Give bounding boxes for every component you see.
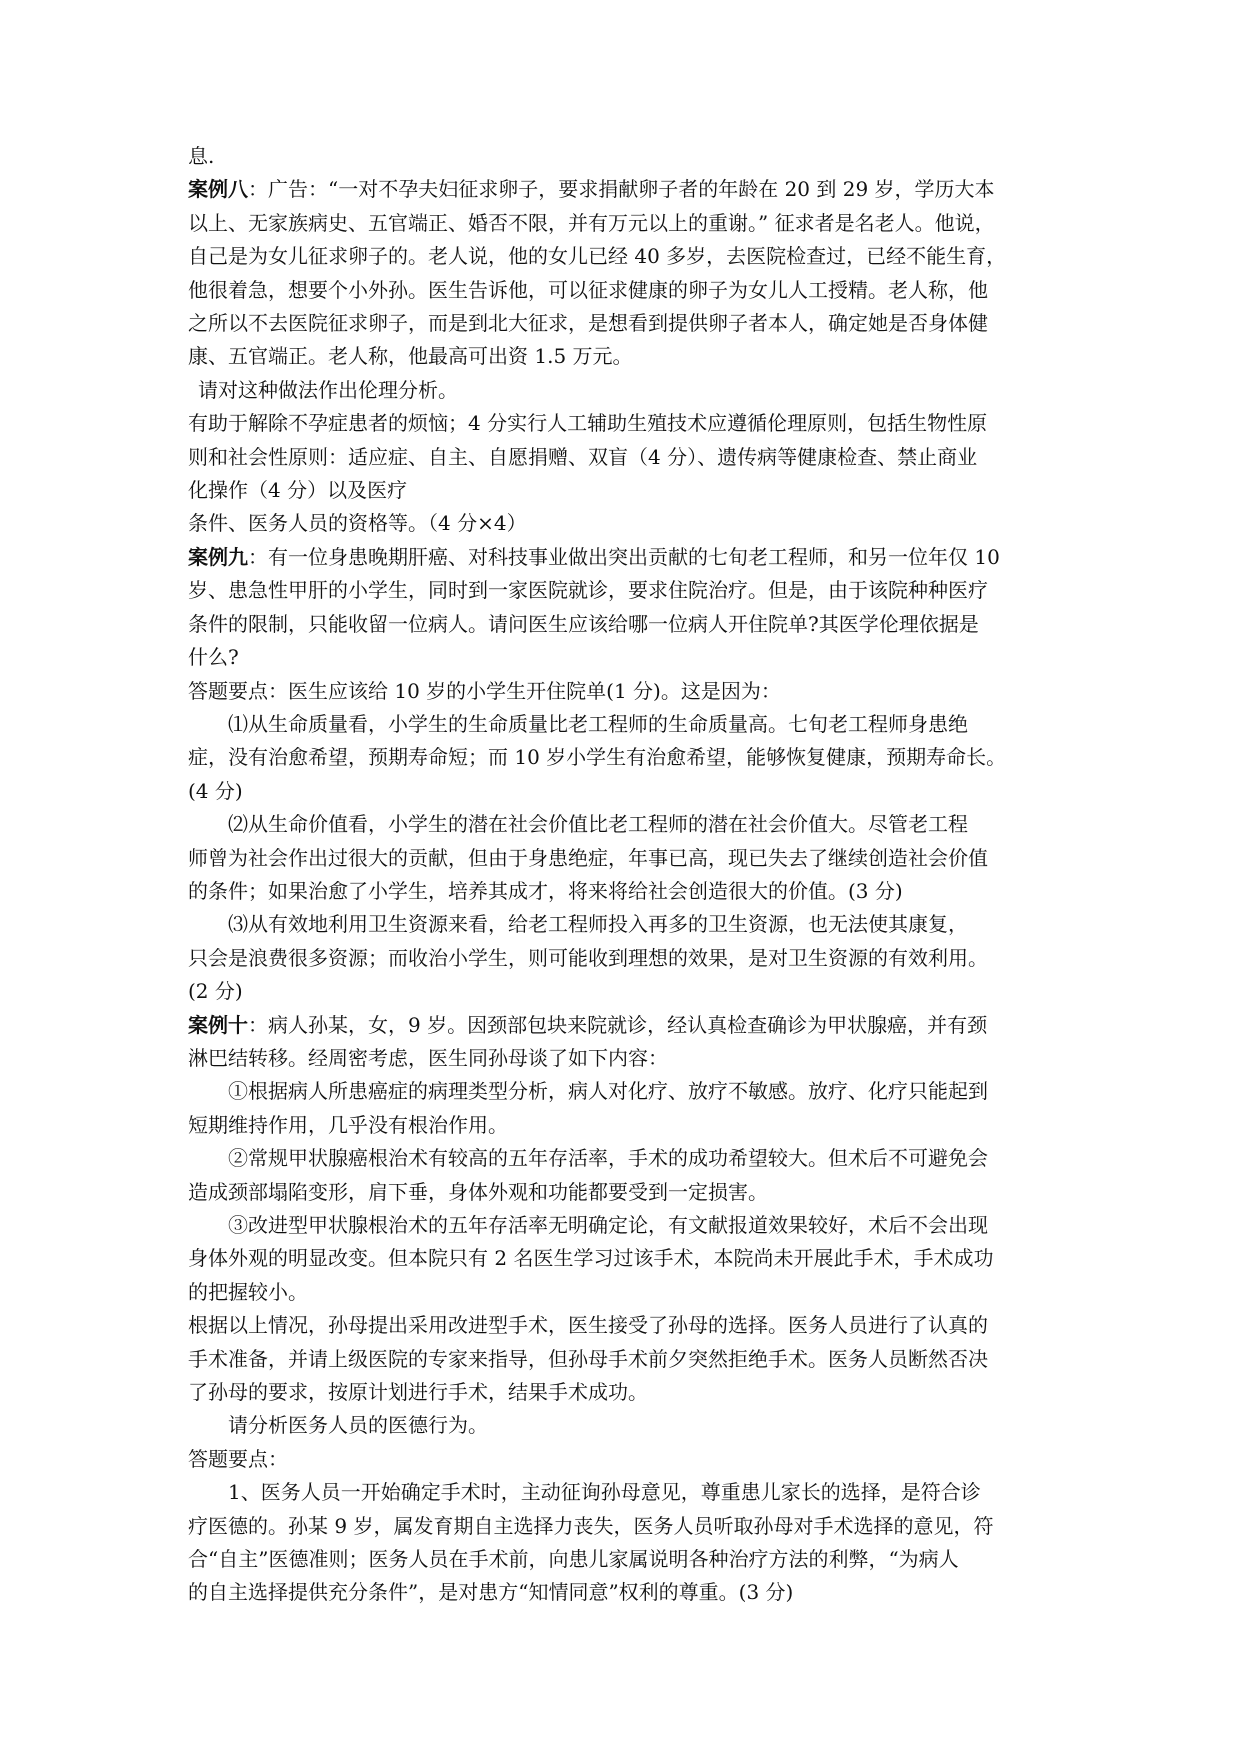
text-line — [188, 1209, 1068, 1242]
case-label: 案例十 — [188, 1012, 248, 1037]
line-text: 请对这种做法作出伦理分析。 — [198, 377, 458, 402]
line-text: 岁、患急性甲肝的小学生，同时到一家医院就诊，要求住院治疗。但是，由于该院种种医疗 — [188, 578, 988, 603]
text-line — [188, 407, 1068, 440]
line-text: 手术准备，并请上级医院的专家来指导，但孙母手术前夕突然拒绝手术。医务人员断然否决 — [188, 1346, 988, 1371]
line-text: ：病人孙某，女，9 岁。因颈部包块来院就诊，经认真检查确诊为甲状腺癌，并有颈 — [248, 1012, 988, 1037]
line-text: 身体外观的明显改变。但本院只有 2 名医生学习过该手术，本院尚未开展此手术，手术成功 — [188, 1246, 994, 1271]
text-line — [188, 1176, 1068, 1209]
text-line — [188, 741, 1068, 774]
line-text: ①根据病人所患癌症的病理类型分析，病人对化疗、放疗不敏感。放疗、化疗只能起到 — [228, 1079, 988, 1104]
text-line — [188, 274, 1068, 307]
line-text: 师曾为社会作出过很大的贡献，但由于身患绝症，年事已高，现已失去了继续创造社会价值 — [188, 845, 988, 870]
text-line — [188, 1042, 1068, 1075]
text-line — [188, 942, 1068, 975]
line-text: 则和社会性原则：适应症、自主、自愿捐赠、双盲（4 分）、遗传病等健康检查、禁止商业 — [188, 444, 978, 469]
line-text: 症，没有治愈希望，预期寿命短；而 10 岁小学生有治愈希望，能够恢复健康，预期寿命长。 — [188, 745, 1007, 770]
line-text: 1、医务人员一开始确定手术时，主动征询孙母意见，尊重患儿家长的选择，是符合诊 — [228, 1480, 981, 1505]
line-text: 的把握较小。 — [188, 1279, 308, 1304]
document-page — [188, 140, 1068, 1610]
line-text: 息. — [188, 144, 215, 168]
line-text: 合“自主”医德准则；医务人员在手术前，向患儿家属说明各种治疗方法的利弊，“为病人 — [188, 1547, 959, 1572]
text-line — [188, 1309, 1068, 1342]
line-text: ⑵从生命价值看，小学生的潜在社会价值比老工程师的潜在社会价值大。尽管老工程 — [228, 812, 968, 837]
text-line — [188, 608, 1068, 641]
text-line — [188, 1543, 1068, 1576]
line-text: 他很着急，想要个小外孙。医生告诉他，可以征求健康的卵子为女儿人工授精。老人称，他 — [188, 277, 988, 302]
text-line — [188, 1109, 1068, 1142]
line-text: 以上、无家族病史、五官端正、婚否不限，并有万元以上的重谢。” 征求者是名老人。他说， — [188, 210, 995, 235]
line-text: ⑴从生命质量看，小学生的生命质量比老工程师的生命质量高。七旬老工程师身患绝 — [228, 711, 968, 736]
text-line — [188, 207, 1068, 240]
line-text: 的自主选择提供充分条件”，是对患方“知情同意”权利的尊重。(3 分) — [188, 1580, 794, 1605]
line-text: 短期维持作用，几乎没有根治作用。 — [188, 1112, 508, 1137]
line-text: 了孙母的要求，按原计划进行手术，结果手术成功。 — [188, 1380, 648, 1405]
line-text: 根据以上情况，孙母提出采用改进型手术，医生接受了孙母的选择。医务人员进行了认真的 — [188, 1313, 988, 1338]
text-line — [188, 374, 1068, 407]
text-line — [188, 140, 1068, 173]
text-line — [188, 1276, 1068, 1309]
text-line — [188, 908, 1068, 941]
line-text: 答题要点：医生应该给 10 岁的小学生开住院单(1 分)。这是因为： — [188, 678, 781, 703]
text-line — [188, 1142, 1068, 1175]
line-text: 条件、医务人员的资格等。（4 分×4） — [188, 511, 527, 536]
line-text: (4 分) — [188, 778, 243, 803]
text-line — [188, 541, 1068, 574]
line-text: ②常规甲状腺癌根治术有较高的五年存活率，手术的成功希望较大。但术后不可避免会 — [228, 1146, 988, 1171]
text-line — [188, 307, 1068, 340]
text-line — [188, 708, 1068, 741]
text-line — [188, 842, 1068, 875]
text-line — [188, 1075, 1068, 1108]
text-line — [188, 1510, 1068, 1543]
line-text: ：广告：“一对不孕夫妇征求卵子，要求捐献卵子者的年龄在 20 到 29 岁，学历大本 — [248, 177, 995, 202]
text-line — [188, 474, 1068, 507]
text-line — [188, 240, 1068, 273]
text-line — [188, 775, 1068, 808]
text-line — [188, 173, 1068, 206]
text-line — [188, 1476, 1068, 1509]
text-line — [188, 574, 1068, 607]
line-text: 自己是为女儿征求卵子的。老人说，他的女儿已经 40 多岁，去医院检查过，已经不能生育， — [188, 244, 1007, 269]
line-text: 答题要点： — [188, 1446, 288, 1471]
line-text: 康、五官端正。老人称，他最高可出资 1.5 万元。 — [188, 344, 633, 369]
line-text: (2 分) — [188, 979, 243, 1004]
text-line — [188, 975, 1068, 1008]
line-text: 淋巴结转移。经周密考虑，医生同孙母谈了如下内容： — [188, 1045, 668, 1070]
text-line — [188, 441, 1068, 474]
text-line — [188, 1009, 1068, 1042]
text-line — [188, 641, 1068, 674]
line-text: 造成颈部塌陷变形，肩下垂，身体外观和功能都要受到一定损害。 — [188, 1179, 768, 1204]
text-line — [188, 1409, 1068, 1442]
line-text: 请分析医务人员的医德行为。 — [228, 1413, 488, 1438]
line-text: 有助于解除不孕症患者的烦恼；4 分实行人工辅助生殖技术应遵循伦理原则，包括生物性原 — [188, 411, 988, 436]
line-text: ：有一位身患晚期肝癌、对科技事业做出突出贡献的七旬老工程师，和另一位年仅 10 — [248, 544, 1000, 569]
text-line — [188, 1343, 1068, 1376]
case-label: 案例八 — [188, 177, 248, 202]
line-text: ③改进型甲状腺根治术的五年存活率无明确定论，有文献报道效果较好，术后不会出现 — [228, 1213, 988, 1237]
text-line — [188, 1242, 1068, 1275]
line-text: 只会是浪费很多资源；而收治小学生，则可能收到理想的效果，是对卫生资源的有效利用。 — [188, 945, 988, 970]
line-text: ⑶从有效地利用卫生资源来看，给老工程师投入再多的卫生资源，也无法使其康复， — [228, 912, 968, 937]
text-line — [188, 808, 1068, 841]
case-label: 案例九 — [188, 544, 248, 569]
text-line — [188, 675, 1068, 708]
text-line — [188, 875, 1068, 908]
line-text: 条件的限制，只能收留一位病人。请问医生应该给哪一位病人开住院单?其医学伦理依据是 — [188, 611, 979, 636]
text-line — [188, 1443, 1068, 1476]
text-line — [188, 1376, 1068, 1409]
line-text: 之所以不去医院征求卵子，而是到北大征求，是想看到提供卵子者本人，确定她是否身体健 — [188, 311, 988, 336]
line-text: 化操作（4 分）以及医疗 — [188, 478, 408, 503]
text-line — [188, 507, 1068, 540]
text-line — [188, 340, 1068, 373]
line-text: 疗医德的。孙某 9 岁，属发育期自主选择力丧失，医务人员听取孙母对手术选择的意见，符 — [188, 1513, 994, 1538]
text-line — [188, 1576, 1068, 1609]
line-text: 的条件；如果治愈了小学生，培养其成才，将来将给社会创造很大的价值。(3 分) — [188, 878, 903, 903]
line-text: 什么? — [188, 645, 239, 670]
